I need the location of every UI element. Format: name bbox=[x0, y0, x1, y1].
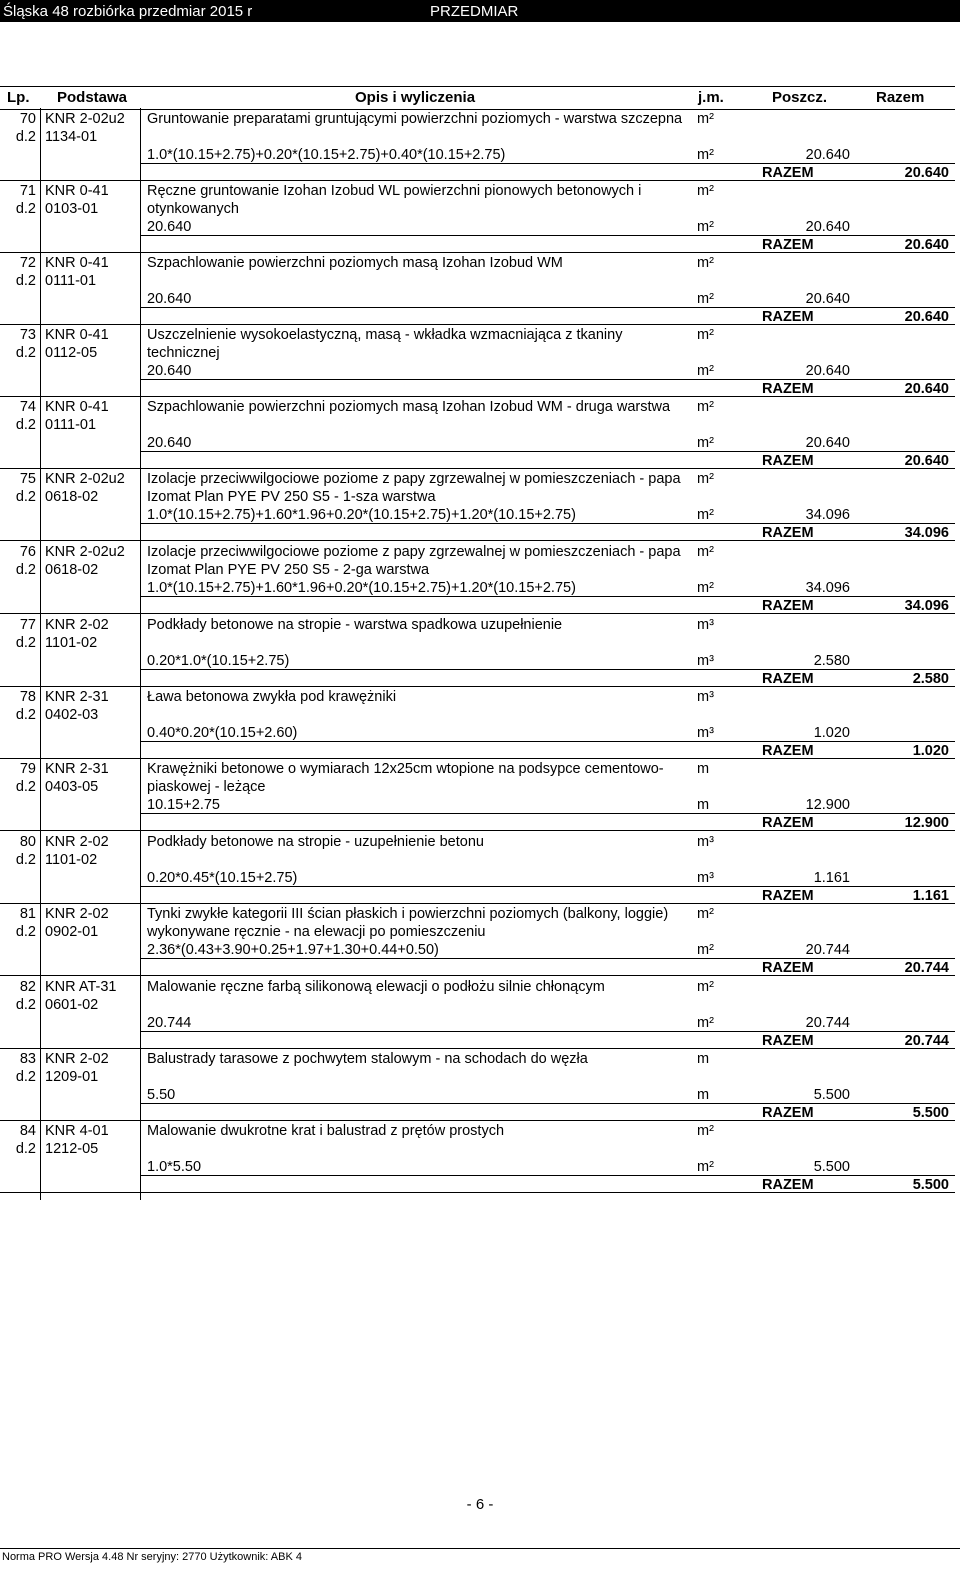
razem-divider bbox=[140, 741, 955, 742]
col-opis: Opis i wyliczenia bbox=[355, 89, 476, 106]
calc-unit: m² bbox=[697, 363, 714, 379]
item-number: 71 bbox=[19, 183, 36, 199]
footer-text: Norma PRO Wersja 4.48 Nr seryjny: 2770 Użytkownik: ABK 4 bbox=[2, 1551, 302, 1563]
item-subsection: d.2 bbox=[15, 345, 36, 361]
partial-quantity: 5.500 bbox=[813, 1159, 850, 1175]
calc-unit: m³ bbox=[697, 870, 714, 886]
razem-label: RAZEM bbox=[762, 743, 814, 759]
razem-value: 20.640 bbox=[904, 165, 949, 181]
item-description: Szpachlowanie powierzchni poziomych masą Izohan Izobud WM - druga warstwa bbox=[147, 399, 671, 415]
item-subsection: d.2 bbox=[15, 997, 36, 1013]
calculation: 1.0*5.50 bbox=[147, 1159, 202, 1175]
partial-quantity: 2.580 bbox=[813, 653, 850, 669]
unit: m² bbox=[697, 1123, 714, 1139]
base-catalog: KNR 0-41 bbox=[45, 399, 109, 415]
razem-value: 20.640 bbox=[904, 381, 949, 397]
base-position: 0403-05 bbox=[45, 779, 99, 795]
razem-divider bbox=[140, 669, 955, 670]
item-subsection: d.2 bbox=[15, 562, 36, 578]
calculation: 20.744 bbox=[147, 1015, 192, 1031]
base-catalog: KNR 0-41 bbox=[45, 327, 109, 343]
calc-unit: m bbox=[697, 797, 710, 813]
unit: m² bbox=[697, 111, 714, 127]
item-subsection: d.2 bbox=[15, 489, 36, 505]
item-description: Szpachlowanie powierzchni poziomych masą Izohan Izobud WM bbox=[147, 255, 563, 271]
item-description: Malowanie dwukrotne krat i balustrad z prętów prostych bbox=[147, 1123, 505, 1139]
item-number: 73 bbox=[19, 327, 36, 343]
base-position: 0902-01 bbox=[45, 924, 99, 940]
razem-divider bbox=[140, 379, 955, 380]
base-catalog: KNR 2-02 bbox=[45, 834, 109, 850]
razem-value: 2.580 bbox=[912, 671, 949, 687]
razem-divider bbox=[140, 886, 955, 887]
partial-quantity: 20.744 bbox=[805, 942, 850, 958]
razem-label: RAZEM bbox=[762, 381, 814, 397]
item-number: 77 bbox=[19, 617, 36, 633]
calc-unit: m² bbox=[697, 147, 714, 163]
row-divider bbox=[0, 975, 955, 976]
item-description: Tynki zwykłe kategorii III ścian płaskich i powierzchni poziomych (balkony, loggie) wykonywane ręcznie - na elewacji po pomieszczeniu bbox=[147, 906, 669, 940]
razem-label: RAZEM bbox=[762, 598, 814, 614]
razem-divider bbox=[140, 958, 955, 959]
razem-divider bbox=[140, 451, 955, 452]
row-divider bbox=[0, 180, 955, 181]
item-subsection: d.2 bbox=[15, 852, 36, 868]
item-number: 76 bbox=[19, 544, 36, 560]
razem-label: RAZEM bbox=[762, 888, 814, 904]
partial-quantity: 34.096 bbox=[805, 507, 850, 523]
row-divider bbox=[0, 324, 955, 325]
calc-unit: m² bbox=[697, 580, 714, 596]
calc-unit: m² bbox=[697, 1015, 714, 1031]
row-divider bbox=[0, 1120, 955, 1121]
base-catalog: KNR 2-31 bbox=[45, 689, 109, 705]
unit: m² bbox=[697, 183, 714, 199]
item-number: 72 bbox=[19, 255, 36, 271]
base-catalog: KNR 2-02 bbox=[45, 906, 109, 922]
row-divider bbox=[0, 252, 955, 253]
item-subsection: d.2 bbox=[15, 635, 36, 651]
razem-label: RAZEM bbox=[762, 671, 814, 687]
row-divider bbox=[0, 830, 955, 831]
partial-quantity: 20.640 bbox=[805, 147, 850, 163]
item-subsection: d.2 bbox=[15, 201, 36, 217]
item-subsection: d.2 bbox=[15, 924, 36, 940]
base-catalog: KNR 2-02 bbox=[45, 1051, 109, 1067]
column-divider bbox=[140, 108, 141, 1200]
base-position: 0111-01 bbox=[45, 273, 97, 289]
unit: m bbox=[697, 761, 710, 777]
razem-value: 20.744 bbox=[904, 1033, 949, 1049]
item-description: Izolacje przeciwwilgociowe poziome z papy zgrzewalnej w pomieszczeniach - papa Izomat Plan PYE PV 250 S5 - 1-sza warstwa bbox=[147, 471, 681, 505]
item-number: 82 bbox=[19, 979, 36, 995]
calc-unit: m bbox=[697, 1087, 710, 1103]
partial-quantity: 34.096 bbox=[805, 580, 850, 596]
partial-quantity: 5.500 bbox=[813, 1087, 850, 1103]
calculation: 2.36*(0.43+3.90+0.25+1.97+1.30+0.44+0.50) bbox=[147, 942, 439, 958]
razem-value: 34.096 bbox=[904, 525, 949, 541]
unit: m² bbox=[697, 327, 714, 343]
unit: m³ bbox=[697, 689, 714, 705]
partial-quantity: 1.161 bbox=[813, 870, 850, 886]
calculation: 10.15+2.75 bbox=[147, 797, 220, 813]
razem-divider bbox=[140, 163, 955, 164]
calc-unit: m² bbox=[697, 219, 714, 235]
item-number: 80 bbox=[19, 834, 36, 850]
razem-value: 34.096 bbox=[904, 598, 949, 614]
partial-quantity: 20.744 bbox=[805, 1015, 850, 1031]
calc-unit: m³ bbox=[697, 725, 714, 741]
base-catalog: KNR 4-01 bbox=[45, 1123, 109, 1139]
col-lp: Lp. bbox=[7, 89, 30, 106]
row-divider bbox=[0, 758, 955, 759]
base-position: 0112-05 bbox=[45, 345, 98, 361]
razem-value: 5.500 bbox=[912, 1177, 949, 1193]
item-subsection: d.2 bbox=[15, 779, 36, 795]
calculation: 20.640 bbox=[147, 363, 192, 379]
calculation: 1.0*(10.15+2.75)+0.20*(10.15+2.75)+0.40*(10.15+2.75) bbox=[147, 147, 506, 163]
document-type: PRZEDMIAR bbox=[430, 3, 519, 20]
partial-quantity: 20.640 bbox=[805, 219, 850, 235]
calc-unit: m² bbox=[697, 435, 714, 451]
document-title: Śląska 48 rozbiórka przedmiar 2015 r bbox=[3, 3, 253, 20]
base-catalog: KNR 2-31 bbox=[45, 761, 109, 777]
item-description: Malowanie ręczne farbą silikonową elewacji o podłożu silnie chłonącym bbox=[147, 979, 605, 995]
row-divider bbox=[0, 903, 955, 904]
unit: m² bbox=[697, 255, 714, 271]
col-jm: j.m. bbox=[698, 89, 724, 106]
calculation: 0.20*0.45*(10.15+2.75) bbox=[147, 870, 298, 886]
razem-value: 12.900 bbox=[904, 815, 949, 831]
razem-label: RAZEM bbox=[762, 1105, 814, 1121]
row-divider bbox=[0, 540, 955, 541]
row-divider bbox=[0, 686, 955, 687]
unit: m bbox=[697, 1051, 710, 1067]
razem-label: RAZEM bbox=[762, 525, 814, 541]
razem-label: RAZEM bbox=[762, 453, 814, 469]
item-description: Podkłady betonowe na stropie - warstwa spadkowa uzupełnienie bbox=[147, 617, 563, 633]
base-position: 0618-02 bbox=[45, 489, 99, 505]
page-number: - 6 - bbox=[466, 1496, 494, 1513]
item-number: 74 bbox=[19, 399, 36, 415]
base-catalog: KNR 2-02u2 bbox=[45, 111, 125, 127]
razem-label: RAZEM bbox=[762, 165, 814, 181]
unit: m³ bbox=[697, 617, 714, 633]
partial-quantity: 20.640 bbox=[805, 363, 850, 379]
item-description: Uszczelnienie wysokoelastyczną, masą - wkładka wzmacniająca z tkaniny technicznej bbox=[147, 327, 623, 361]
item-description: Gruntowanie preparatami gruntującymi powierzchni poziomych - warstwa szczepna bbox=[147, 111, 683, 127]
razem-label: RAZEM bbox=[762, 237, 814, 253]
partial-quantity: 1.020 bbox=[813, 725, 850, 741]
item-number: 78 bbox=[19, 689, 36, 705]
unit: m² bbox=[697, 471, 714, 487]
row-divider bbox=[0, 1048, 955, 1049]
calc-unit: m³ bbox=[697, 653, 714, 669]
razem-label: RAZEM bbox=[762, 1033, 814, 1049]
razem-divider bbox=[140, 523, 955, 524]
col-poszcz: Poszcz. bbox=[772, 89, 828, 106]
page-header bbox=[0, 0, 960, 22]
base-position: 1101-02 bbox=[45, 635, 98, 651]
row-divider bbox=[0, 1192, 955, 1193]
partial-quantity: 20.640 bbox=[805, 435, 850, 451]
razem-value: 20.744 bbox=[904, 960, 949, 976]
partial-quantity: 12.900 bbox=[805, 797, 850, 813]
item-description: Krawężniki betonowe o wymiarach 12x25cm wtopione na podsypce cementowo-piaskowej - leżące bbox=[147, 761, 664, 795]
item-number: 84 bbox=[19, 1123, 36, 1139]
base-position: 1134-01 bbox=[45, 129, 98, 145]
calc-unit: m² bbox=[697, 291, 714, 307]
base-position: 0618-02 bbox=[45, 562, 99, 578]
razem-divider bbox=[140, 1103, 955, 1104]
razem-value: 20.640 bbox=[904, 237, 949, 253]
calculation: 20.640 bbox=[147, 435, 192, 451]
item-subsection: d.2 bbox=[15, 273, 36, 289]
item-description: Ława betonowa zwykła pod krawężniki bbox=[147, 689, 397, 705]
calculation: 0.40*0.20*(10.15+2.60) bbox=[147, 725, 298, 741]
razem-value: 5.500 bbox=[912, 1105, 949, 1121]
item-subsection: d.2 bbox=[15, 1069, 36, 1085]
base-catalog: KNR 2-02u2 bbox=[45, 471, 125, 487]
calculation: 1.0*(10.15+2.75)+1.60*1.96+0.20*(10.15+2.75)+1.20*(10.15+2.75) bbox=[147, 507, 576, 523]
base-catalog: KNR 2-02 bbox=[45, 617, 109, 633]
row-divider bbox=[0, 613, 955, 614]
razem-divider bbox=[140, 307, 955, 308]
calculation: 5.50 bbox=[147, 1087, 176, 1103]
base-catalog: KNR 2-02u2 bbox=[45, 544, 125, 560]
footer-divider bbox=[0, 1548, 960, 1549]
item-number: 70 bbox=[19, 111, 36, 127]
calc-unit: m² bbox=[697, 942, 714, 958]
item-number: 79 bbox=[19, 761, 36, 777]
razem-divider bbox=[140, 596, 955, 597]
item-subsection: d.2 bbox=[15, 129, 36, 145]
item-description: Ręczne gruntowanie Izohan Izobud WL powierzchni pionowych betonowych i otynkowanych bbox=[147, 183, 642, 217]
razem-value: 20.640 bbox=[904, 309, 949, 325]
unit: m³ bbox=[697, 834, 714, 850]
item-description: Izolacje przeciwwilgociowe poziome z papy zgrzewalnej w pomieszczeniach - papa Izomat Plan PYE PV 250 S5 - 2-ga warstwa bbox=[147, 544, 681, 578]
item-subsection: d.2 bbox=[15, 707, 36, 723]
razem-divider bbox=[140, 235, 955, 236]
unit: m² bbox=[697, 979, 714, 995]
razem-divider bbox=[140, 1031, 955, 1032]
base-position: 1101-02 bbox=[45, 852, 98, 868]
col-razem: Razem bbox=[876, 89, 925, 106]
base-position: 0402-03 bbox=[45, 707, 99, 723]
calculation: 20.640 bbox=[147, 291, 192, 307]
razem-label: RAZEM bbox=[762, 960, 814, 976]
base-catalog: KNR 0-41 bbox=[45, 183, 109, 199]
unit: m² bbox=[697, 544, 714, 560]
razem-value: 1.020 bbox=[912, 743, 949, 759]
razem-label: RAZEM bbox=[762, 815, 814, 831]
table-header bbox=[0, 86, 955, 110]
base-position: 0601-02 bbox=[45, 997, 99, 1013]
unit: m² bbox=[697, 399, 714, 415]
calculation: 1.0*(10.15+2.75)+1.60*1.96+0.20*(10.15+2.75)+1.20*(10.15+2.75) bbox=[147, 580, 576, 596]
calc-unit: m² bbox=[697, 507, 714, 523]
partial-quantity: 20.640 bbox=[805, 291, 850, 307]
item-description: Podkłady betonowe na stropie - uzupełnienie betonu bbox=[147, 834, 484, 850]
col-podstawa: Podstawa bbox=[57, 89, 128, 106]
row-divider bbox=[0, 396, 955, 397]
razem-value: 20.640 bbox=[904, 453, 949, 469]
base-position: 1209-01 bbox=[45, 1069, 99, 1085]
razem-divider bbox=[140, 1175, 955, 1176]
item-subsection: d.2 bbox=[15, 1141, 36, 1157]
calc-unit: m² bbox=[697, 1159, 714, 1175]
item-subsection: d.2 bbox=[15, 417, 36, 433]
column-divider bbox=[40, 108, 41, 1200]
base-position: 0103-01 bbox=[45, 201, 99, 217]
base-catalog: KNR 0-41 bbox=[45, 255, 109, 271]
calculation: 20.640 bbox=[147, 219, 192, 235]
row-divider bbox=[0, 468, 955, 469]
razem-label: RAZEM bbox=[762, 1177, 814, 1193]
base-position: 1212-05 bbox=[45, 1141, 99, 1157]
calculation: 0.20*1.0*(10.15+2.75) bbox=[147, 653, 290, 669]
base-catalog: KNR AT-31 bbox=[45, 979, 117, 995]
item-number: 83 bbox=[19, 1051, 36, 1067]
base-position: 0111-01 bbox=[45, 417, 97, 433]
item-number: 81 bbox=[19, 906, 36, 922]
razem-label: RAZEM bbox=[762, 309, 814, 325]
razem-value: 1.161 bbox=[912, 888, 949, 904]
razem-divider bbox=[140, 813, 955, 814]
item-number: 75 bbox=[19, 471, 36, 487]
item-description: Balustrady tarasowe z pochwytem stalowym - na schodach do węzła bbox=[147, 1051, 588, 1067]
unit: m² bbox=[697, 906, 714, 922]
